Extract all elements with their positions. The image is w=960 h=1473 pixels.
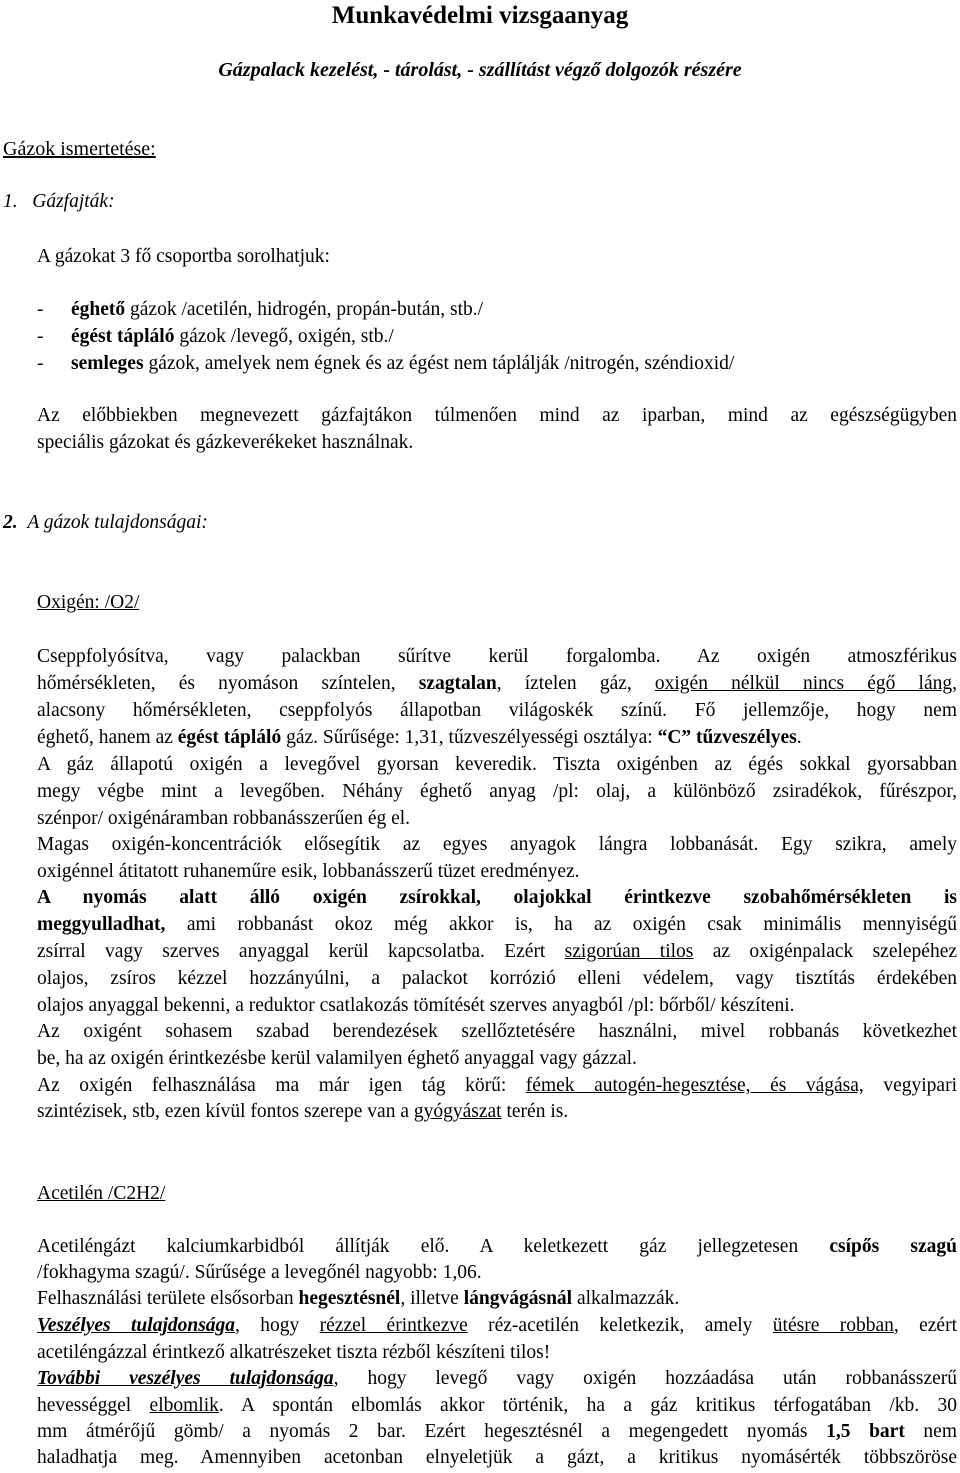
paragraph-line: olajos, zsíros kézzel hozzányúlni, a palackot korrózió elleni védelem, vagy tisztítás érdekében xyxy=(37,968,957,989)
oxygen-heading: Oxigén: /O2/ xyxy=(37,592,140,613)
paragraph-line: alacsony hőmérsékleten, cseppfolyós állapotban világoskék színű. Fő jellemzője, hogy nem xyxy=(37,700,957,721)
list-item-bold: éghető xyxy=(71,299,126,320)
paragraph-line: Az oxigént sohasem szabad berendezések szellőztetésére használni, mivel robbanás következhet xyxy=(37,1021,957,1042)
paragraph-line: szintézisek, stb, ezen kívül fontos szerepe van a gyógyászat terén is. xyxy=(37,1101,569,1122)
list-dash: - xyxy=(37,299,44,320)
paragraph-line: A gáz állapotú oxigén a levegővel gyorsan keveredik. Tiszta oxigénben az égés sokkal gyorsabban xyxy=(37,754,957,775)
list-item-text: gázok /levegő, oxigén, stb./ xyxy=(174,326,394,347)
paragraph-line: olajos anyaggal bekenni, a reduktor csatlakozás tömítését szerves anyagból /pl: bőrből/ készíteni. xyxy=(37,995,795,1016)
acetylene-heading: Acetilén /C2H2/ xyxy=(37,1183,166,1204)
paragraph-line: megy végbe mint a levegőben. Néhány éghető anyag /pl: olaj, a különböző zsiradékok, fűrészpor, xyxy=(37,781,957,802)
intro-text: A gázokat 3 fő csoportba sorolhatjuk: xyxy=(37,246,330,267)
paragraph-line: haladhatja meg. Amennyiben acetonban elnyeletjük a gázt, a kritikus nyomásérték többszöröse xyxy=(37,1447,957,1468)
list-item-bold: égést tápláló xyxy=(71,326,175,347)
paragraph-line: További veszélyes tulajdonsága, hogy levegő vagy oxigén hozzáadása után robbanásszerű xyxy=(37,1368,958,1389)
paragraph-line: be, ha az oxigén érintkezésbe kerül valamilyen éghető anyaggal vagy gázzal. xyxy=(37,1048,637,1069)
list-item-text: gázok /acetilén, hidrogén, propán-bután, stb./ xyxy=(125,299,484,320)
heading-text: A gázok tulajdonságai: xyxy=(27,512,208,533)
paragraph-line: zsírral vagy szerves anyaggal kerül kapcsolatba. Ezért szigorúan tilos az oxigénpalack szelepéhez xyxy=(37,941,958,962)
paragraph-line: A nyomás alatt álló oxigén zsírokkal, olajokkal érintkezve szobahőmérsékleten is xyxy=(37,887,957,908)
heading-gas-properties xyxy=(3,511,208,535)
section-heading: Gázok ismertetése: xyxy=(3,138,156,160)
page-title: Munkavédelmi vizsgaanyag xyxy=(331,2,629,29)
heading-number: 2. xyxy=(3,512,18,533)
paragraph-line: acetiléngázzal érintkező alkatrészeket tiszta rézből készíteni tilos! xyxy=(37,1342,551,1363)
page-subtitle: Gázpalack kezelést, - tárolást, - szállítást végző dolgozók részére xyxy=(218,59,742,81)
paragraph-line: meggyulladhat, ami robbanást okoz még akkor is, ha az oxigén csak minimális mennyiségű xyxy=(37,914,957,935)
paragraph-line: éghető, hanem az égést tápláló gáz. Sűrűsége: 1,31, tűzveszélyességi osztálya: “C” tűzveszélyes. xyxy=(37,727,802,748)
paragraph-line: mm átmérőjű gömb/ a nyomás 2 bar. Ezért hegesztésnél a megengedett nyomás 1,5 bart nem xyxy=(37,1421,958,1442)
paragraph-line: Az előbbiekben megnevezett gázfajtákon túlmenően mind az iparban, mind az egészségügyben xyxy=(37,405,957,426)
heading-number: 1. xyxy=(3,191,18,212)
paragraph-line: /fokhagyma szagú/. Sűrűsége a levegőnél nagyobb: 1,06. xyxy=(37,1262,482,1283)
paragraph-line: hevességgel elbomlik. A spontán elbomlás akkor történik, ha a gáz kritikus térfogatában /kb. 30 xyxy=(37,1395,957,1416)
paragraph-line: Acetiléngázt kalciumkarbidból állítják elő. A keletkezett gáz jellegzetesen csípős szagú xyxy=(37,1236,957,1257)
paragraph-line: Felhasználási területe elsősorban hegesztésnél, illetve lángvágásnál alkalmazzák. xyxy=(37,1288,680,1309)
paragraph-line: Cseppfolyósítva, vagy palackban sűrítve kerül forgalomba. Az oxigén atmoszférikus xyxy=(37,646,957,667)
paragraph-line: speciális gázokat és gázkeverékeket használnak. xyxy=(37,432,414,453)
paragraph-line: Az oxigén felhasználása ma már igen tág körű: fémek autogén-hegesztése, és vágása, vegyipari xyxy=(37,1075,957,1096)
list-dash: - xyxy=(37,353,44,374)
list-dash: - xyxy=(37,326,44,347)
paragraph-line: szénpor/ oxigénáramban robbanásszerűen ég el. xyxy=(37,808,411,829)
heading-gas-types xyxy=(3,190,115,214)
paragraph-line: Magas oxigén-koncentrációk elősegítik az egyes anyagok lángra lobbanását. Egy szikra, amely xyxy=(37,834,957,855)
paragraph-line: hőmérsékleten, és nyomáson színtelen, szagtalan, íztelen gáz, oxigén nélkül nincs égő láng, xyxy=(37,673,958,694)
list-item-bold: semleges xyxy=(71,353,144,374)
paragraph-line: oxigénnel átitatott ruhaneműre esik, lobbanásszerű tüzet eredményez. xyxy=(37,861,580,882)
paragraph-line: Veszélyes tulajdonsága, hogy rézzel érintkezve réz-acetilén keletkezik, amely ütésre robban, ezért xyxy=(37,1315,957,1336)
heading-text: Gázfajták: xyxy=(32,191,115,212)
list-item-text: gázok, amelyek nem égnek és az égést nem táplálják /nitrogén, széndioxid/ xyxy=(143,353,735,374)
